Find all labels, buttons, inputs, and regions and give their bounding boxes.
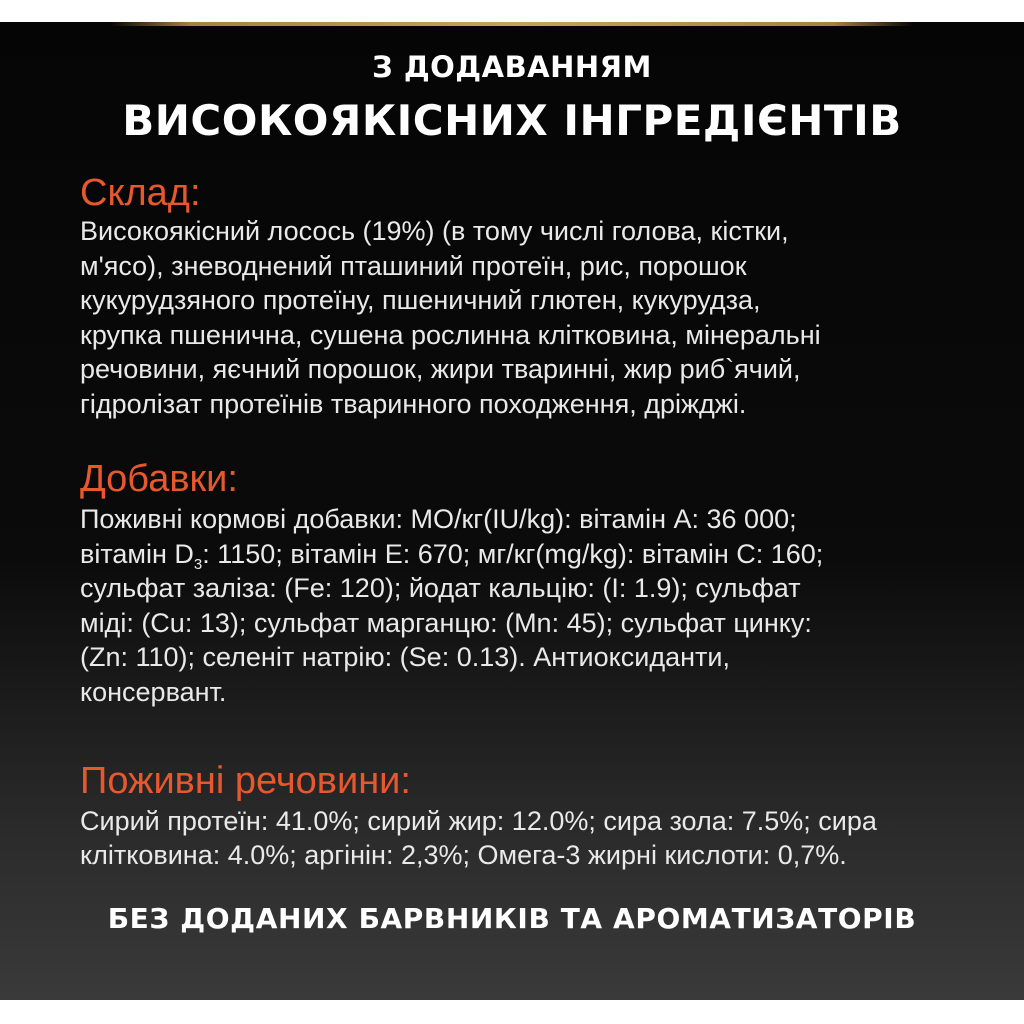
additives-line: міді: (Cu: 13); сульфат марганцю: (Mn: 45); сульфат цинку: [80, 607, 812, 638]
composition-line: крупка пшенична, сушена рослинна клітковина, мінеральні [80, 319, 821, 350]
composition-text [80, 214, 821, 421]
additives-line-part: : 1150; вітамін Е: 670; мг/кг(mg/kg): вітамін С: 160; [202, 538, 824, 569]
additives-line-vitamin-d [80, 537, 823, 572]
composition-line: гідролізат протеїнів тваринного походження, дріжджі. [80, 388, 747, 419]
nutrients-text [80, 804, 877, 872]
nutrients-line: клітковина: 4.0%; аргінін: 2,3%; Омега-3 жирні кислоти: 0,7%. [80, 840, 847, 870]
additives-title: Добавки: [80, 458, 238, 500]
no-additives-claim: БЕЗ ДОДАНИХ БАРВНИКІВ ТА АРОМАТИЗАТОРІВ [107, 902, 917, 935]
additives-line-part: вітамін D [80, 538, 194, 569]
additives-line: консервант. [80, 676, 227, 707]
additives-text [80, 502, 823, 709]
composition-line: кукурудзяного протеїну, пшеничний глютен, кукурудза, [80, 285, 761, 315]
nutrients-title: Поживні речовини: [80, 760, 411, 802]
composition-line: Високоякісний лосось (19%) (в тому числі голова, кістки, [80, 216, 789, 246]
subscript-3: 3 [193, 555, 203, 573]
nutrients-line: Сирий протеїн: 41.0%; сирий жир: 12.0%; сира зола: 7.5%; сира [80, 806, 877, 836]
additives-line: сульфат заліза: (Fe: 120); йодат кальцію: (I: 1.9); сульфат [80, 573, 801, 603]
additives-line: Поживні кормові добавки: МО/кг(IU/kg): вітамін А: 36 000; [80, 504, 797, 534]
headline-subtitle: З ДОДАВАННЯМ [372, 50, 652, 84]
ingredients-panel [0, 22, 1024, 1000]
gold-divider-line [110, 22, 914, 26]
composition-line: речовини, яєчний порошок, жири тваринні, жир риб`ячий, [80, 354, 801, 384]
additives-line: (Zn: 110); селеніт натрію: (Se: 0.13). Антиоксиданти, [80, 642, 730, 672]
composition-title: Склад: [80, 172, 201, 214]
composition-line: м'ясо), зневоднений пташиний протеїн, рис, порошок [80, 250, 747, 281]
headline-title: ВИСОКОЯКІСНИХ ІНГРЕДІЄНТІВ [122, 96, 902, 145]
